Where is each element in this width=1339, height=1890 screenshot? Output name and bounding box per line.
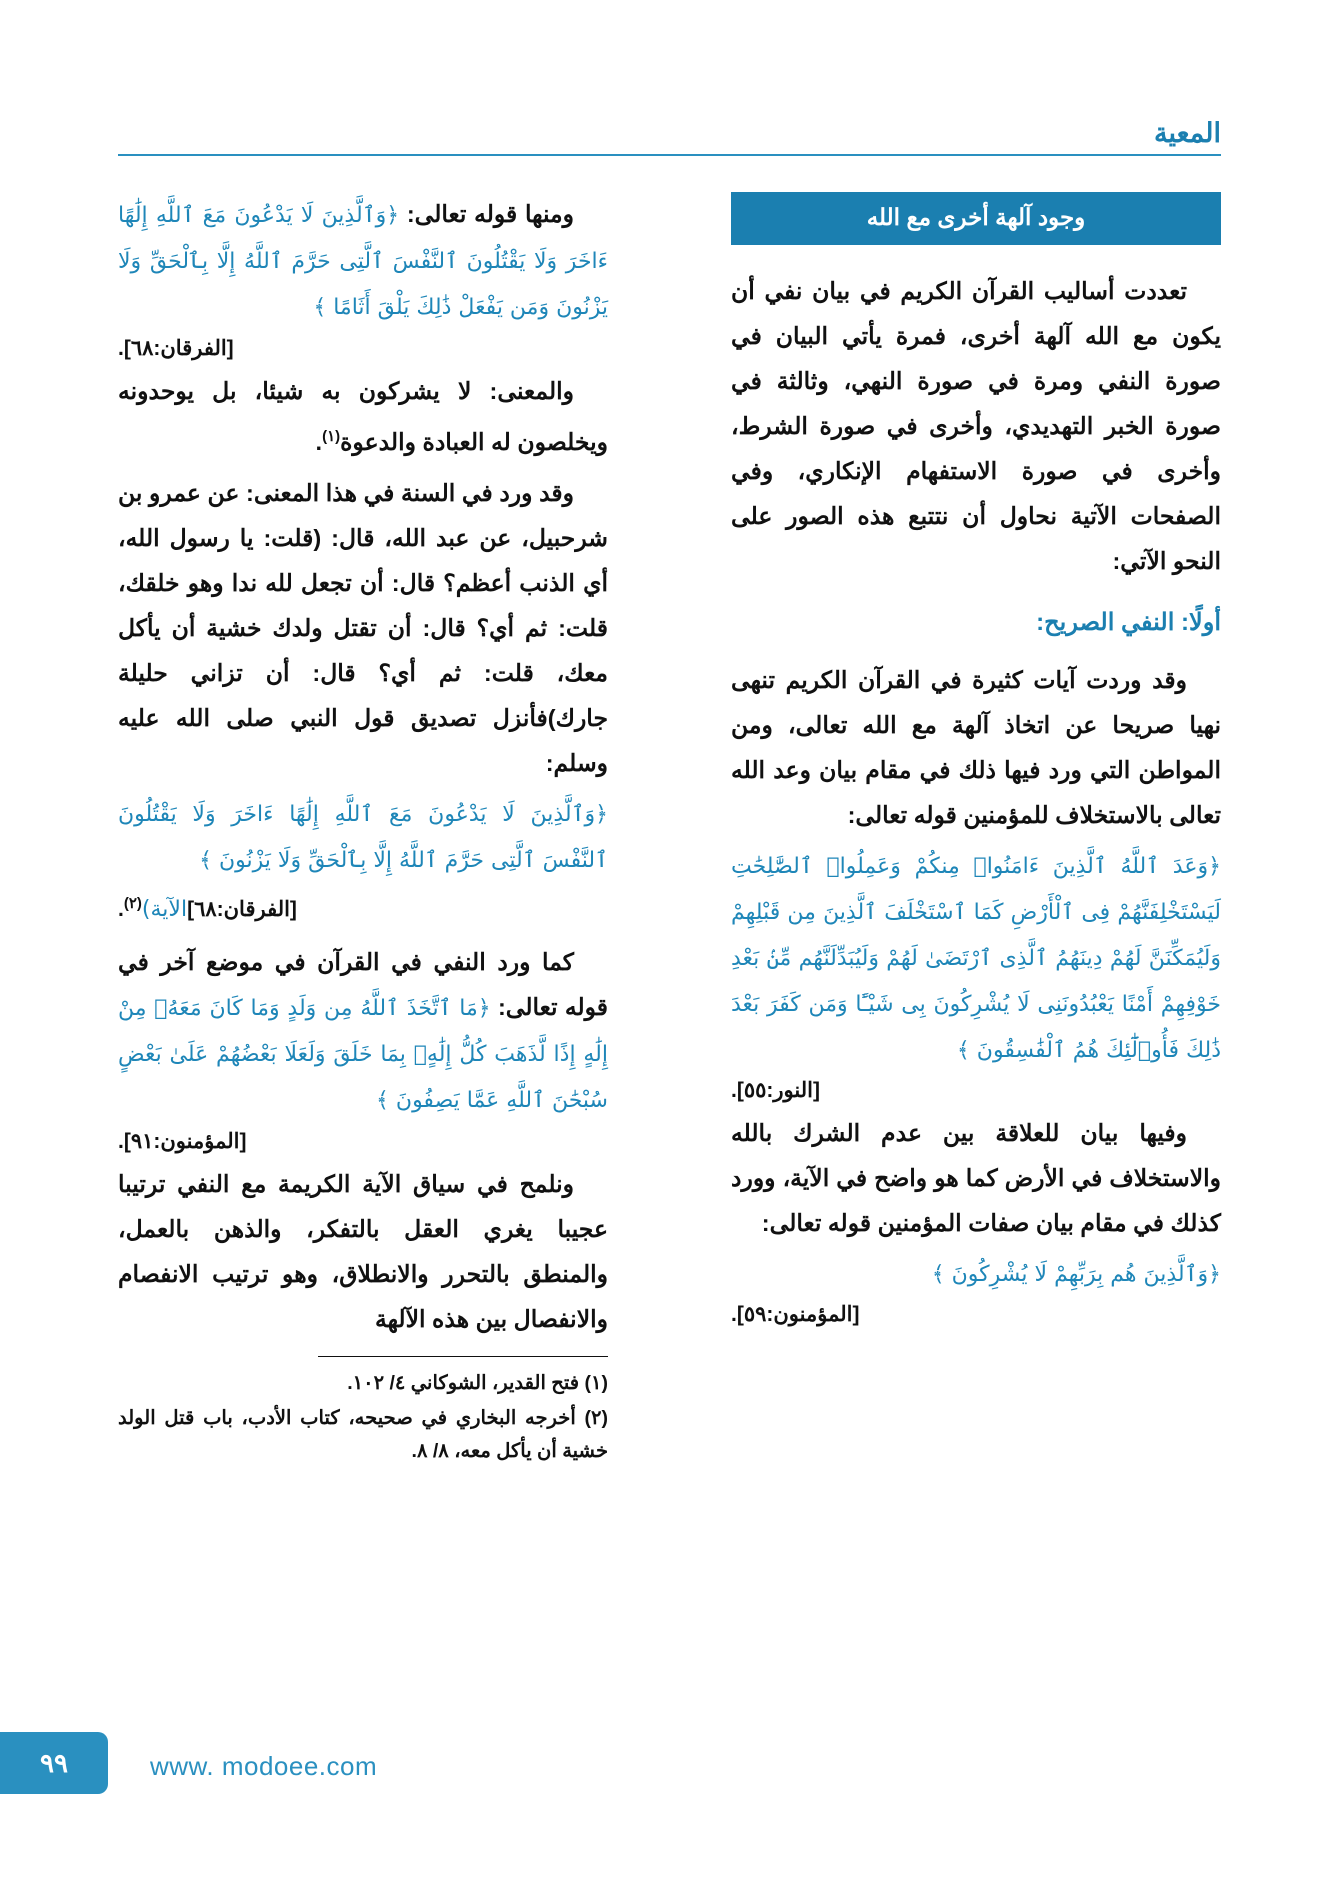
subheading-explicit-negation: أولًا: النفي الصريح: xyxy=(1036,609,1221,636)
another-place-text: كما ورد النفي في القرآن في موضع آخر في قوله تعالى: xyxy=(118,948,608,1020)
quran-reference-nur-55: [النور:٥٥]. xyxy=(731,1079,820,1102)
header-title: المعية xyxy=(1154,118,1221,148)
lead-in-text: ومنها قوله تعالى: xyxy=(406,201,574,227)
paragraph-relation-explanation: وفيها بيان للعلاقة بين عدم الشرك بالله والاستخلاف في الأرض كما هو واضح في الآية، وورد كذلك في مقام بيان صفات المؤمنين قوله تعالى: xyxy=(731,1120,1221,1236)
paragraph-commentary: ونلمح في سياق الآية الكريمة مع النفي ترتيبا عجيبا يغري العقل بالتفكر، والذهن بالعمل، والمنطق بالتحرر والانطلاق، وهو ترتيب الانفصام والانفصال بين هذه الآلهة xyxy=(118,1170,608,1332)
paragraph-meaning xyxy=(118,369,608,465)
quran-quote-muminun-91: ﴿مَا ٱتَّخَذَ ٱللَّهُ مِن وَلَدٍ وَمَا كَانَ مَعَهُۥ مِنْ إِلَٰهٍ إِذًا لَّذَهَبَ كُلُّ إِلَٰهٍۭ بِمَا خَلَقَ وَلَعَلَا بَعْضُهُمْ عَلَىٰ بَعْضٍ سُبْحَٰنَ ٱللَّهِ عَمَّا يَصِفُونَ ﴾ xyxy=(118,995,608,1113)
meaning-tail: . xyxy=(315,428,323,455)
footnotes-section xyxy=(118,1356,608,1470)
quran-quote-furqan-68: ﴿وَٱلَّذِينَ لَا يَدْعُونَ مَعَ ٱللَّهِ إِلَٰهًا ءَاخَرَ وَلَا يَقْتُلُونَ ٱلنَّفْسَ ٱلَّتِى حَرَّمَ ٱللَّهُ إِلَّا بِٱلْحَقِّ وَلَا يَزْنُونَ وَمَن يَفْعَلْ ذَٰلِكَ يَلْقَ أَثَامًا ﴾ xyxy=(118,203,608,320)
paragraph-hadith xyxy=(118,471,608,786)
paragraph-verses-intro: وقد وردت آيات كثيرة في القرآن الكريم تنهى نهيا صريحا عن اتخاذ آلهة مع الله تعالى، ومن المواطن التي ورد فيها ذلك في مقام بيان وعد الله تعالى بالاستخلاف للمؤمنين قوله تعالى: xyxy=(731,667,1221,828)
left-column xyxy=(118,192,608,1348)
footnote-marker-2: (٢) xyxy=(123,894,142,912)
paragraph-lead-in xyxy=(118,192,608,330)
paragraph-intro: تعددت أساليب القرآن الكريم في بيان نفي أن يكون مع الله آلهة أخرى، فمرة يأتي البيان في صورة النفي ومرة في صورة النهي، وثالثة في صورة الخبر التهديدي، وأخرى في صورة الشرط، وأخرى في صورة الاستفهام الإنكاري، وفي الصفحات الآتية نحاول أن نتتبع هذه الصور على النحو الآتي: xyxy=(731,278,1221,574)
footnote-item: (٢) أخرجه البخاري في صحيحه، كتاب الأدب، باب قتل الولد خشية أن يأكل معه، ٨/ ٨. xyxy=(118,1407,608,1462)
quran-reference-furqan-68-second xyxy=(118,888,608,932)
section-title-bar: وجود آلهة أخرى مع الله xyxy=(731,192,1221,245)
quran-reference-muminun-59: [المؤمنون:٥٩]. xyxy=(731,1303,860,1326)
quran-quote-furqan-68-second: ﴿وَٱلَّذِينَ لَا يَدْعُونَ مَعَ ٱللَّهِ إِلَٰهًا ءَاخَرَ وَلَا يَقْتُلُونَ ٱلنَّفْسَ ٱلَّتِى حَرَّمَ ٱللَّهُ إِلَّا بِٱلْحَقِّ وَلَا يَزْنُونَ ﴾ xyxy=(118,801,608,873)
footnote-item: (١) فتح القدير، الشوكاني ٤/ ١٠٢. xyxy=(347,1372,608,1394)
right-column xyxy=(731,192,1221,1335)
quran-reference-muminun-91: [المؤمنون:٩١]. xyxy=(118,1129,247,1153)
quran-reference-furqan-68: [الفرقان:٦٨]. xyxy=(118,337,234,360)
ayah-word: الآية) xyxy=(141,896,188,922)
footnotes-divider xyxy=(318,1356,608,1357)
quran-quote-nur-55: ﴿وَعَدَ ٱللَّهُ ٱلَّذِينَ ءَامَنُوا۟ مِنكُمْ وَعَمِلُوا۟ ٱلصَّٰلِحَٰتِ لَيَسْتَخْلِفَنَّهُمْ فِى ٱلْأَرْضِ كَمَا ٱسْتَخْلَفَ ٱلَّذِينَ مِن قَبْلِهِمْ وَلَيُمَكِّنَنَّ لَهُمْ دِينَهُمُ ٱلَّذِى ٱرْتَضَىٰ لَهُمْ وَلَيُبَدِّلَنَّهُم مِّنۢ بَعْدِ خَوْفِهِمْ أَمْنًا يَعْبُدُونَنِى لَا يُشْرِكُونَ بِى شَيْـًٔا وَمَن كَفَرَ بَعْدَ ذَٰلِكَ فَأُو۟لَٰٓئِكَ هُمُ ٱلْفَٰسِقُونَ ﴾ xyxy=(731,854,1221,1063)
quran-quote-muminun-59: ﴿وَٱلَّذِينَ هُم بِرَبِّهِمْ لَا يُشْرِكُونَ ﴾ xyxy=(931,1262,1221,1287)
paragraph-another-place xyxy=(118,940,608,1123)
reference-text: [الفرقان:٦٨] xyxy=(187,897,297,921)
footer-website-url[interactable]: www. modoee.com xyxy=(150,1751,378,1781)
page-header xyxy=(118,118,1221,158)
page-number-badge: ٩٩ xyxy=(0,1732,108,1794)
footnote-marker-1: (١) xyxy=(322,428,341,445)
hadith-text: وقد ورد في السنة في هذا المعنى: عن عمرو بن شرحبيل، عن عبد الله، قال: (قلت: يا رسول الله، أي الذنب أعظم؟ قال: أن تجعل لله ندا وهو خلقك، قلت: ثم أي؟ قال: أن تقتل ولدك خشية أن يأكل معك، قلت: ثم أي؟ قال: أن تزاني حليلة جارك)فأنزل تصديق قول النبي صلى الله عليه وسلم: xyxy=(118,479,608,776)
reference-tail: . xyxy=(118,897,124,921)
header-divider xyxy=(118,154,1221,156)
meaning-text: والمعنى: لا يشركون به شيئا، بل يوحدونه ويخلصون له العبادة والدعوة xyxy=(118,378,608,455)
